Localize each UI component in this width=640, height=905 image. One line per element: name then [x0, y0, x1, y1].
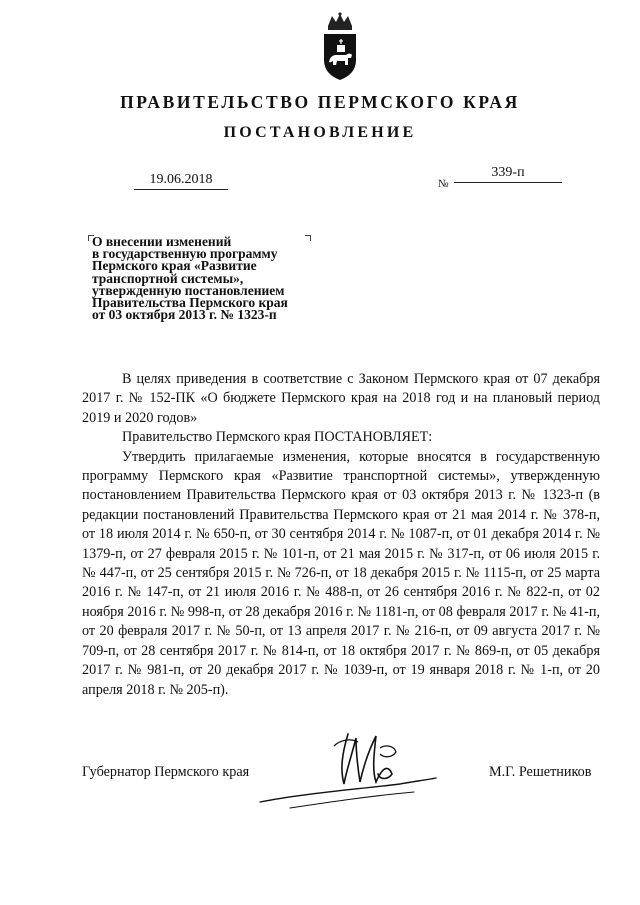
coat-of-arms-icon [318, 12, 362, 82]
subject-line: О внесении изменений [92, 234, 232, 249]
document-date: 19.06.2018 [134, 172, 228, 190]
number-sign: № [438, 178, 449, 190]
government-title: ПРАВИТЕЛЬСТВО ПЕРМСКОГО КРАЯ [120, 92, 520, 112]
subject-line: Пермского края «Развитие [92, 258, 257, 274]
subject-line: транспортной системы», [92, 270, 244, 286]
document-subject [92, 236, 322, 321]
governor-name: М.Г. Решетников [489, 764, 592, 780]
document-type-heading: ПОСТАНОВЛЕНИЕ [223, 124, 417, 141]
subject-line: Правительства Пермского края [92, 295, 288, 311]
preamble-paragraph: В целях приведения в соответствие с Законом Пермского края от 07 декабря 2017 г. № 152-ПК «О бюджете Пермского края на 2018 год и на плановый период 2019 и 2020 годов» [82, 371, 600, 426]
subject-line: в государственную программу [92, 246, 278, 262]
document-number: 339-п [454, 165, 562, 183]
document-body [82, 370, 600, 700]
governor-title: Губернатор Пермского края [82, 764, 250, 780]
handwritten-signature-icon [230, 724, 450, 814]
resolution-paragraph: Правительство Пермского края ПОСТАНОВЛЯЕТ: [122, 429, 433, 446]
subject-line: от 03 октября 2013 г. № 1323-п [92, 307, 277, 323]
decision-paragraph: Утвердить прилагаемые изменения, которые вносятся в государственную программу Пермского края «Развитие транспортной системы», утвержденную постановлением Правительства Пермского края от 03 октября 2013 г. № 1323-п (в редакции постановлений Правительства Пермского края от 21 мая 2014 г. № 378-п, от 18 июля 2014 г. № 650-п, от 30 сентября 2014 г. № 1087-п, от 01 декабря 2014 г. № 1379-п, от 27 февраля 2015 г. № 101-п, от 21 мая 2015 г. № 317-п, от 06 июля 2015 г. № 447-п, от 25 сентября 2015 г. № 726-п, от 18 декабря 2015 г. № 1115-п, от 25 марта 2016 г. № 147-п, от 21 июля 2016 г. № 488-п, от 26 сентября 2016 г. № 822-п, от 02 ноября 2016 г. № 998-п, от 28 декабря 2016 г. № 1181-п, от 08 февраля 2017 г. № 41-п, от 20 февраля 2017 г. № 50-п, от 13 апреля 2017 г. № 216-п, от 09 августа 2017 г. № 709-п, от 28 сентября 2017 г. № 814-п, от 18 октября 2017 г. № 869-п, от 05 декабря 2017 г. № 981-п, от 20 декабря 2017 г. № 1039-п, от 19 января 2018 г. № 1-п, от 20 апреля 2018 г. № 205-п). [82, 448, 600, 698]
subject-line: утвержденную постановлением [92, 282, 285, 298]
